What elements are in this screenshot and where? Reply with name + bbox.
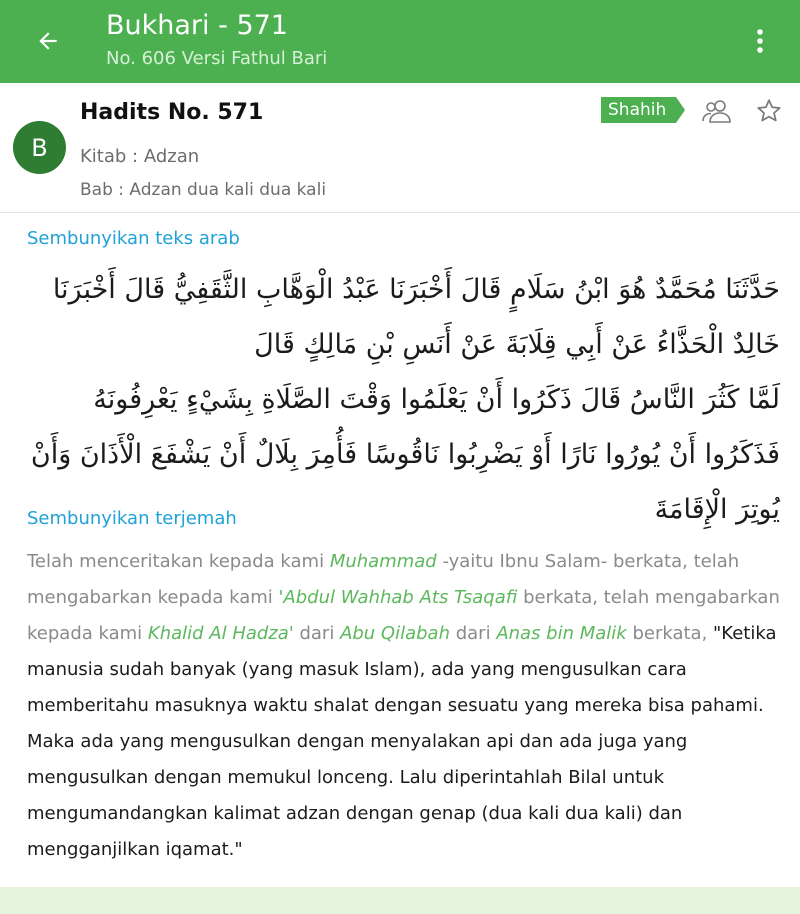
translation-text-part: dari xyxy=(293,623,341,644)
translation-text-part: dari xyxy=(450,623,497,644)
app-subtitle: No. 606 Versi Fathul Bari xyxy=(106,48,328,69)
narrator-link[interactable]: Muhammad xyxy=(329,551,437,572)
overflow-menu-button[interactable] xyxy=(742,22,778,60)
arrow-back-icon xyxy=(35,28,61,54)
translation-text-part: Telah menceritakan kepada kami xyxy=(27,551,330,572)
back-button[interactable] xyxy=(22,22,74,60)
arabic-sanad: حَدَّثَنَا مُحَمَّدٌ هُوَ ابْنُ سَلَامٍ قَالَ أَخْبَرَنَا عَبْدُ الْوَهَّابِ الثَّقَفِيُّ قَالَ أَخْبَرَنَا خَالِدٌ الْحَذَّاءُ عَنْ أَبِي قِلَابَةَ عَنْ أَنَسِ بْنِ مَالِكٍ قَالَ xyxy=(52,274,780,360)
narrators-button[interactable] xyxy=(699,96,735,126)
narrator-link[interactable]: 'Abdul Wahhab Ats Tsaqafi xyxy=(278,587,518,608)
hide-arabic-link[interactable]: Sembunyikan teks arab xyxy=(27,228,240,249)
arabic-matn: لَمَّا كَثُرَ النَّاسُ قَالَ ذَكَرُوا أَنْ يَعْلَمُوا وَقْتَ الصَّلَاةِ بِشَيْءٍ يَعْرِفُونَهُ فَذَكَرُوا أَنْ يُورُوا نَارًا أَوْ يَضْرِبُوا نَاقُوسًا فَأُمِرَ بِلَالٌ أَنْ يَشْفَعَ الْأَذَانَ وَأَنْ يُوتِرَ الْإِقَامَةَ xyxy=(30,384,780,525)
book-avatar: B xyxy=(13,121,66,174)
hide-translation-link[interactable]: Sembunyikan terjemah xyxy=(27,508,237,529)
star-outline-icon xyxy=(755,97,783,125)
hadith-header xyxy=(0,83,800,213)
translation-text-part: -yaitu Ibnu Salam- berkata, telah mengabarkan kepada kami xyxy=(27,551,740,608)
narrator-link[interactable]: Anas bin Malik xyxy=(496,623,627,644)
more-vert-icon xyxy=(756,28,764,54)
favorite-button[interactable] xyxy=(752,95,786,127)
bab-label: Bab : Adzan dua kali dua kali xyxy=(80,180,327,200)
translation-text-part: berkata, xyxy=(626,623,714,644)
people-icon xyxy=(701,98,733,124)
next-card-edge xyxy=(0,887,800,914)
narrator-link[interactable]: Abu Qilabah xyxy=(340,623,450,644)
translation-text-part: berkata, telah mengabarkan kepada kami xyxy=(27,587,780,644)
hadith-quote: "Ketika manusia sudah banyak (yang masuk Islam), ada yang mengusulkan cara memberitahu masuknya waktu shalat dengan sesuatu yang mereka bisa pahami. Maka ada yang mengusulkan dengan menyalakan api dan ada juga yang mengusulkan dengan memukul lonceng. Lalu diperintahlah Bilal untuk mengumandangkan kalimat adzan dengan genap (dua kali dua kali) dan mengganjilkan iqamat." xyxy=(27,623,777,860)
hadith-number: Hadits No. 571 xyxy=(80,100,264,125)
grade-badge: Shahih xyxy=(601,97,676,123)
arabic-text xyxy=(20,262,780,537)
app-title: Bukhari - 571 xyxy=(106,10,288,41)
translation-text xyxy=(27,544,787,868)
narrator-link[interactable]: Khalid Al Hadza' xyxy=(147,623,294,644)
app-bar xyxy=(0,0,800,83)
kitab-label: Kitab : Adzan xyxy=(80,146,200,167)
